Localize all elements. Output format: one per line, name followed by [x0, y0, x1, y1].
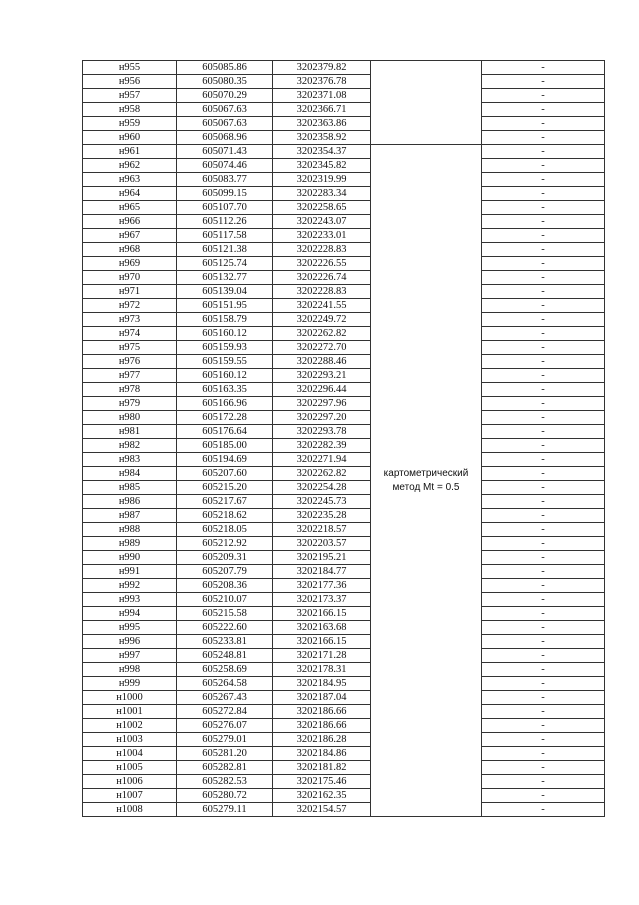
point-id-cell: н1002	[83, 719, 177, 733]
table-row	[83, 747, 605, 761]
value-cell: -	[482, 201, 605, 215]
value-cell: -	[482, 607, 605, 621]
table-row	[83, 551, 605, 565]
table-row	[83, 341, 605, 355]
value-cell: -	[482, 789, 605, 803]
y-coord-cell: 3202293.21	[273, 369, 371, 383]
value-cell: -	[482, 593, 605, 607]
x-coord-cell: 605158.79	[177, 313, 273, 327]
value-cell: -	[482, 215, 605, 229]
value-cell: -	[482, 551, 605, 565]
y-coord-cell: 3202186.66	[273, 705, 371, 719]
value-cell: -	[482, 131, 605, 145]
y-coord-cell: 3202233.01	[273, 229, 371, 243]
point-id-cell: н993	[83, 593, 177, 607]
table-row	[83, 355, 605, 369]
x-coord-cell: 605085.86	[177, 61, 273, 75]
table-row	[83, 481, 605, 495]
value-cell: -	[482, 565, 605, 579]
table-row	[83, 215, 605, 229]
x-coord-cell: 605280.72	[177, 789, 273, 803]
value-cell: -	[482, 453, 605, 467]
y-coord-cell: 3202258.65	[273, 201, 371, 215]
x-coord-cell: 605176.64	[177, 425, 273, 439]
y-coord-cell: 3202184.77	[273, 565, 371, 579]
y-coord-cell: 3202226.55	[273, 257, 371, 271]
y-coord-cell: 3202171.28	[273, 649, 371, 663]
x-coord-cell: 605282.53	[177, 775, 273, 789]
table-row	[83, 621, 605, 635]
table-row	[83, 803, 605, 817]
table-row	[83, 271, 605, 285]
x-coord-cell: 605080.35	[177, 75, 273, 89]
table-row	[83, 523, 605, 537]
x-coord-cell: 605099.15	[177, 187, 273, 201]
value-cell: -	[482, 173, 605, 187]
point-id-cell: н962	[83, 159, 177, 173]
value-cell: -	[482, 103, 605, 117]
point-id-cell: н975	[83, 341, 177, 355]
x-coord-cell: 605125.74	[177, 257, 273, 271]
x-coord-cell: 605267.43	[177, 691, 273, 705]
value-cell: -	[482, 145, 605, 159]
x-coord-cell: 605166.96	[177, 397, 273, 411]
y-coord-cell: 3202271.94	[273, 453, 371, 467]
table-row	[83, 691, 605, 705]
value-cell: -	[482, 75, 605, 89]
table-row	[83, 229, 605, 243]
table-row	[83, 509, 605, 523]
y-coord-cell: 3202354.37	[273, 145, 371, 159]
x-coord-cell: 605281.20	[177, 747, 273, 761]
x-coord-cell: 605070.29	[177, 89, 273, 103]
table-row	[83, 649, 605, 663]
x-coord-cell: 605218.05	[177, 523, 273, 537]
table-row	[83, 565, 605, 579]
x-coord-cell: 605163.35	[177, 383, 273, 397]
table-row	[83, 383, 605, 397]
x-coord-cell: 605172.28	[177, 411, 273, 425]
y-coord-cell: 3202235.28	[273, 509, 371, 523]
point-id-cell: н967	[83, 229, 177, 243]
point-id-cell: н986	[83, 495, 177, 509]
x-coord-cell: 605276.07	[177, 719, 273, 733]
value-cell: -	[482, 229, 605, 243]
y-coord-cell: 3202283.34	[273, 187, 371, 201]
x-coord-cell: 605117.58	[177, 229, 273, 243]
point-id-cell: н959	[83, 117, 177, 131]
value-cell: -	[482, 313, 605, 327]
point-id-cell: н965	[83, 201, 177, 215]
value-cell: -	[482, 187, 605, 201]
table-row	[83, 313, 605, 327]
table-row	[83, 635, 605, 649]
point-id-cell: н1003	[83, 733, 177, 747]
table-row	[83, 761, 605, 775]
point-id-cell: н997	[83, 649, 177, 663]
x-coord-cell: 605210.07	[177, 593, 273, 607]
y-coord-cell: 3202262.82	[273, 467, 371, 481]
point-id-cell: н1001	[83, 705, 177, 719]
value-cell: -	[482, 89, 605, 103]
value-cell: -	[482, 299, 605, 313]
point-id-cell: н969	[83, 257, 177, 271]
point-id-cell: н964	[83, 187, 177, 201]
point-id-cell: н968	[83, 243, 177, 257]
value-cell: -	[482, 677, 605, 691]
point-id-cell: н1000	[83, 691, 177, 705]
table-row	[83, 131, 605, 145]
y-coord-cell: 3202218.57	[273, 523, 371, 537]
table-row	[83, 467, 605, 481]
table-row	[83, 201, 605, 215]
y-coord-cell: 3202358.92	[273, 131, 371, 145]
x-coord-cell: 605112.26	[177, 215, 273, 229]
value-cell: -	[482, 411, 605, 425]
value-cell: -	[482, 439, 605, 453]
table-row	[83, 789, 605, 803]
value-cell: -	[482, 775, 605, 789]
value-cell: -	[482, 355, 605, 369]
y-coord-cell: 3202366.71	[273, 103, 371, 117]
x-coord-cell: 605279.01	[177, 733, 273, 747]
value-cell: -	[482, 761, 605, 775]
value-cell: -	[482, 481, 605, 495]
y-coord-cell: 3202297.20	[273, 411, 371, 425]
table-row	[83, 705, 605, 719]
x-coord-cell: 605218.62	[177, 509, 273, 523]
y-coord-cell: 3202181.82	[273, 761, 371, 775]
x-coord-cell: 605185.00	[177, 439, 273, 453]
x-coord-cell: 605272.84	[177, 705, 273, 719]
y-coord-cell: 3202187.04	[273, 691, 371, 705]
point-id-cell: н996	[83, 635, 177, 649]
y-coord-cell: 3202371.08	[273, 89, 371, 103]
y-coord-cell: 3202184.95	[273, 677, 371, 691]
x-coord-cell: 605212.92	[177, 537, 273, 551]
point-id-cell: н989	[83, 537, 177, 551]
value-cell: -	[482, 537, 605, 551]
table-row	[83, 243, 605, 257]
point-id-cell: н1004	[83, 747, 177, 761]
x-coord-cell: 605139.04	[177, 285, 273, 299]
x-coord-cell: 605151.95	[177, 299, 273, 313]
x-coord-cell: 605208.36	[177, 579, 273, 593]
point-id-cell: н1008	[83, 803, 177, 817]
y-coord-cell: 3202249.72	[273, 313, 371, 327]
x-coord-cell: 605067.63	[177, 117, 273, 131]
x-coord-cell: 605068.96	[177, 131, 273, 145]
value-cell: -	[482, 425, 605, 439]
y-coord-cell: 3202319.99	[273, 173, 371, 187]
table-row	[83, 397, 605, 411]
y-coord-cell: 3202178.31	[273, 663, 371, 677]
point-id-cell: н956	[83, 75, 177, 89]
method-cell	[371, 145, 482, 817]
value-cell: -	[482, 327, 605, 341]
x-coord-cell: 605071.43	[177, 145, 273, 159]
point-id-cell: н987	[83, 509, 177, 523]
y-coord-cell: 3202254.28	[273, 481, 371, 495]
value-cell: -	[482, 285, 605, 299]
table-row	[83, 411, 605, 425]
y-coord-cell: 3202228.83	[273, 285, 371, 299]
value-cell: -	[482, 635, 605, 649]
value-cell: -	[482, 243, 605, 257]
point-id-cell: н963	[83, 173, 177, 187]
value-cell: -	[482, 691, 605, 705]
value-cell: -	[482, 719, 605, 733]
value-cell: -	[482, 257, 605, 271]
x-coord-cell: 605132.77	[177, 271, 273, 285]
y-coord-cell: 3202376.78	[273, 75, 371, 89]
point-id-cell: н973	[83, 313, 177, 327]
method-line-2: метод Mt = 0.5	[392, 481, 460, 493]
y-coord-cell: 3202162.35	[273, 789, 371, 803]
table-row	[83, 117, 605, 131]
x-coord-cell: 605207.79	[177, 565, 273, 579]
x-coord-cell: 605258.69	[177, 663, 273, 677]
table-row	[83, 145, 605, 159]
y-coord-cell: 3202243.07	[273, 215, 371, 229]
x-coord-cell: 605217.67	[177, 495, 273, 509]
point-id-cell: н976	[83, 355, 177, 369]
table-row	[83, 61, 605, 75]
x-coord-cell: 605159.93	[177, 341, 273, 355]
y-coord-cell: 3202186.28	[273, 733, 371, 747]
point-id-cell: н958	[83, 103, 177, 117]
table-row	[83, 369, 605, 383]
value-cell: -	[482, 579, 605, 593]
table-row	[83, 187, 605, 201]
y-coord-cell: 3202203.57	[273, 537, 371, 551]
value-cell: -	[482, 747, 605, 761]
table-row	[83, 425, 605, 439]
point-id-cell: н966	[83, 215, 177, 229]
point-id-cell: н961	[83, 145, 177, 159]
table-row	[83, 285, 605, 299]
y-coord-cell: 3202282.39	[273, 439, 371, 453]
table-row	[83, 733, 605, 747]
x-coord-cell: 605209.31	[177, 551, 273, 565]
value-cell: -	[482, 467, 605, 481]
y-coord-cell: 3202195.21	[273, 551, 371, 565]
y-coord-cell: 3202177.36	[273, 579, 371, 593]
x-coord-cell: 605233.81	[177, 635, 273, 649]
x-coord-cell: 605160.12	[177, 327, 273, 341]
table-row	[83, 495, 605, 509]
point-id-cell: н995	[83, 621, 177, 635]
y-coord-cell: 3202262.82	[273, 327, 371, 341]
point-id-cell: н982	[83, 439, 177, 453]
point-id-cell: н984	[83, 467, 177, 481]
point-id-cell: н994	[83, 607, 177, 621]
value-cell: -	[482, 61, 605, 75]
x-coord-cell: 605215.20	[177, 481, 273, 495]
table-row	[83, 257, 605, 271]
point-id-cell: н998	[83, 663, 177, 677]
point-id-cell: н990	[83, 551, 177, 565]
table-row	[83, 89, 605, 103]
point-id-cell: н988	[83, 523, 177, 537]
y-coord-cell: 3202166.15	[273, 607, 371, 621]
y-coord-cell: 3202363.86	[273, 117, 371, 131]
y-coord-cell: 3202296.44	[273, 383, 371, 397]
x-coord-cell: 605160.12	[177, 369, 273, 383]
value-cell: -	[482, 341, 605, 355]
x-coord-cell: 605222.60	[177, 621, 273, 635]
point-id-cell: н972	[83, 299, 177, 313]
table-row	[83, 327, 605, 341]
y-coord-cell: 3202241.55	[273, 299, 371, 313]
value-cell: -	[482, 523, 605, 537]
point-id-cell: н981	[83, 425, 177, 439]
value-cell: -	[482, 383, 605, 397]
y-coord-cell: 3202228.83	[273, 243, 371, 257]
x-coord-cell: 605194.69	[177, 453, 273, 467]
value-cell: -	[482, 733, 605, 747]
y-coord-cell: 3202173.37	[273, 593, 371, 607]
point-id-cell: н999	[83, 677, 177, 691]
table-row	[83, 103, 605, 117]
value-cell: -	[482, 369, 605, 383]
point-id-cell: н957	[83, 89, 177, 103]
table-row	[83, 537, 605, 551]
point-id-cell: н960	[83, 131, 177, 145]
value-cell: -	[482, 663, 605, 677]
x-coord-cell: 605121.38	[177, 243, 273, 257]
value-cell: -	[482, 803, 605, 817]
value-cell: -	[482, 649, 605, 663]
y-coord-cell: 3202345.82	[273, 159, 371, 173]
y-coord-cell: 3202163.68	[273, 621, 371, 635]
point-id-cell: н992	[83, 579, 177, 593]
table-row	[83, 439, 605, 453]
point-id-cell: н983	[83, 453, 177, 467]
table-row	[83, 663, 605, 677]
y-coord-cell: 3202166.15	[273, 635, 371, 649]
x-coord-cell: 605159.55	[177, 355, 273, 369]
table-row	[83, 607, 605, 621]
y-coord-cell: 3202272.70	[273, 341, 371, 355]
point-id-cell: н979	[83, 397, 177, 411]
table-row	[83, 75, 605, 89]
y-coord-cell: 3202186.66	[273, 719, 371, 733]
y-coord-cell: 3202175.46	[273, 775, 371, 789]
table-row	[83, 593, 605, 607]
point-id-cell: н980	[83, 411, 177, 425]
x-coord-cell: 605083.77	[177, 173, 273, 187]
coordinates-table	[82, 60, 605, 817]
point-id-cell: н978	[83, 383, 177, 397]
x-coord-cell: 605215.58	[177, 607, 273, 621]
y-coord-cell: 3202379.82	[273, 61, 371, 75]
y-coord-cell: 3202226.74	[273, 271, 371, 285]
value-cell: -	[482, 705, 605, 719]
point-id-cell: н1007	[83, 789, 177, 803]
y-coord-cell: 3202293.78	[273, 425, 371, 439]
point-id-cell: н991	[83, 565, 177, 579]
point-id-cell: н985	[83, 481, 177, 495]
point-id-cell: н970	[83, 271, 177, 285]
table-row	[83, 173, 605, 187]
point-id-cell: н1006	[83, 775, 177, 789]
table-row	[83, 579, 605, 593]
x-coord-cell: 605248.81	[177, 649, 273, 663]
x-coord-cell: 605207.60	[177, 467, 273, 481]
table-row	[83, 453, 605, 467]
table-row	[83, 719, 605, 733]
x-coord-cell: 605282.81	[177, 761, 273, 775]
y-coord-cell: 3202184.86	[273, 747, 371, 761]
value-cell: -	[482, 117, 605, 131]
x-coord-cell: 605279.11	[177, 803, 273, 817]
value-cell: -	[482, 159, 605, 173]
x-coord-cell: 605067.63	[177, 103, 273, 117]
method-line-1: картометрический	[383, 467, 469, 479]
value-cell: -	[482, 509, 605, 523]
y-coord-cell: 3202297.96	[273, 397, 371, 411]
y-coord-cell: 3202245.73	[273, 495, 371, 509]
point-id-cell: н1005	[83, 761, 177, 775]
point-id-cell: н971	[83, 285, 177, 299]
table-row	[83, 677, 605, 691]
point-id-cell: н955	[83, 61, 177, 75]
value-cell: -	[482, 397, 605, 411]
point-id-cell: н974	[83, 327, 177, 341]
value-cell: -	[482, 621, 605, 635]
table-row	[83, 159, 605, 173]
coordinates-table-body	[83, 61, 605, 817]
x-coord-cell: 605264.58	[177, 677, 273, 691]
point-id-cell: н977	[83, 369, 177, 383]
x-coord-cell: 605074.46	[177, 159, 273, 173]
table-row	[83, 775, 605, 789]
value-cell: -	[482, 271, 605, 285]
y-coord-cell: 3202288.46	[273, 355, 371, 369]
table-row	[83, 299, 605, 313]
x-coord-cell: 605107.70	[177, 201, 273, 215]
value-cell: -	[482, 495, 605, 509]
y-coord-cell: 3202154.57	[273, 803, 371, 817]
method-cell-empty	[371, 61, 482, 145]
